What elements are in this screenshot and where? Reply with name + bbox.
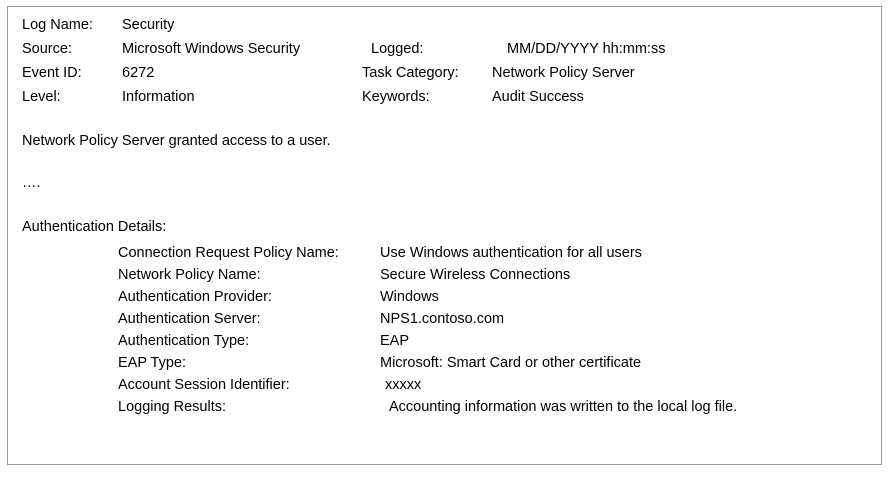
authentication-server-value: NPS1.contoso.com (380, 311, 505, 327)
account-session-identifier-value: xxxxx (385, 377, 422, 393)
log-name-label: Log Name: (22, 17, 93, 33)
source-label: Source: (22, 41, 72, 57)
task-category-value: Network Policy Server (492, 65, 635, 81)
event-id-label: Event ID: (22, 65, 82, 81)
network-policy-name-label: Network Policy Name: (118, 267, 261, 283)
event-details-content (8, 18, 881, 422)
detail-row (22, 378, 867, 400)
eap-type-label: EAP Type: (118, 355, 186, 371)
event-truncation-ellipsis: …. (22, 175, 41, 191)
level-label: Level: (22, 89, 61, 105)
detail-row (22, 400, 867, 422)
connection-request-policy-name-label: Connection Request Policy Name: (118, 245, 339, 261)
detail-row (22, 356, 867, 378)
logging-results-value: Accounting information was written to the local log file. (389, 399, 738, 415)
authentication-type-label: Authentication Type: (118, 333, 250, 349)
logged-value: MM/DD/YYYY hh:mm:ss (507, 41, 666, 57)
log-name-value: Security (122, 17, 175, 33)
event-header-row-source (22, 42, 867, 66)
event-header-row-level (22, 90, 867, 114)
detail-row (22, 334, 867, 356)
eap-type-value: Microsoft: Smart Card or other certificate (380, 355, 642, 371)
detail-row (22, 290, 867, 312)
authentication-server-label: Authentication Server: (118, 311, 261, 327)
authentication-provider-label: Authentication Provider: (118, 289, 272, 305)
logged-label: Logged: (371, 41, 424, 57)
event-id-value: 6272 (122, 65, 155, 81)
authentication-type-value: EAP (380, 333, 410, 349)
authentication-details-list (22, 246, 867, 422)
event-header-row-event-id (22, 66, 867, 90)
task-category-label: Task Category: (362, 65, 459, 81)
authentication-details-title: Authentication Details: (22, 219, 167, 235)
event-details-panel (7, 6, 882, 465)
detail-row (22, 312, 867, 334)
keywords-label: Keywords: (362, 89, 430, 105)
authentication-provider-value: Windows (380, 289, 439, 305)
level-value: Information (122, 89, 195, 105)
logging-results-label: Logging Results: (118, 399, 227, 415)
event-description: Network Policy Server granted access to a user. (22, 133, 331, 149)
network-policy-name-value: Secure Wireless Connections (380, 267, 571, 283)
detail-row (22, 268, 867, 290)
keywords-value: Audit Success (492, 89, 584, 105)
detail-row (22, 246, 867, 268)
source-value: Microsoft Windows Security (122, 41, 301, 57)
event-header-row-log-name (22, 18, 867, 42)
account-session-identifier-label: Account Session Identifier: (118, 377, 290, 393)
connection-request-policy-name-value: Use Windows authentication for all users (380, 245, 642, 261)
